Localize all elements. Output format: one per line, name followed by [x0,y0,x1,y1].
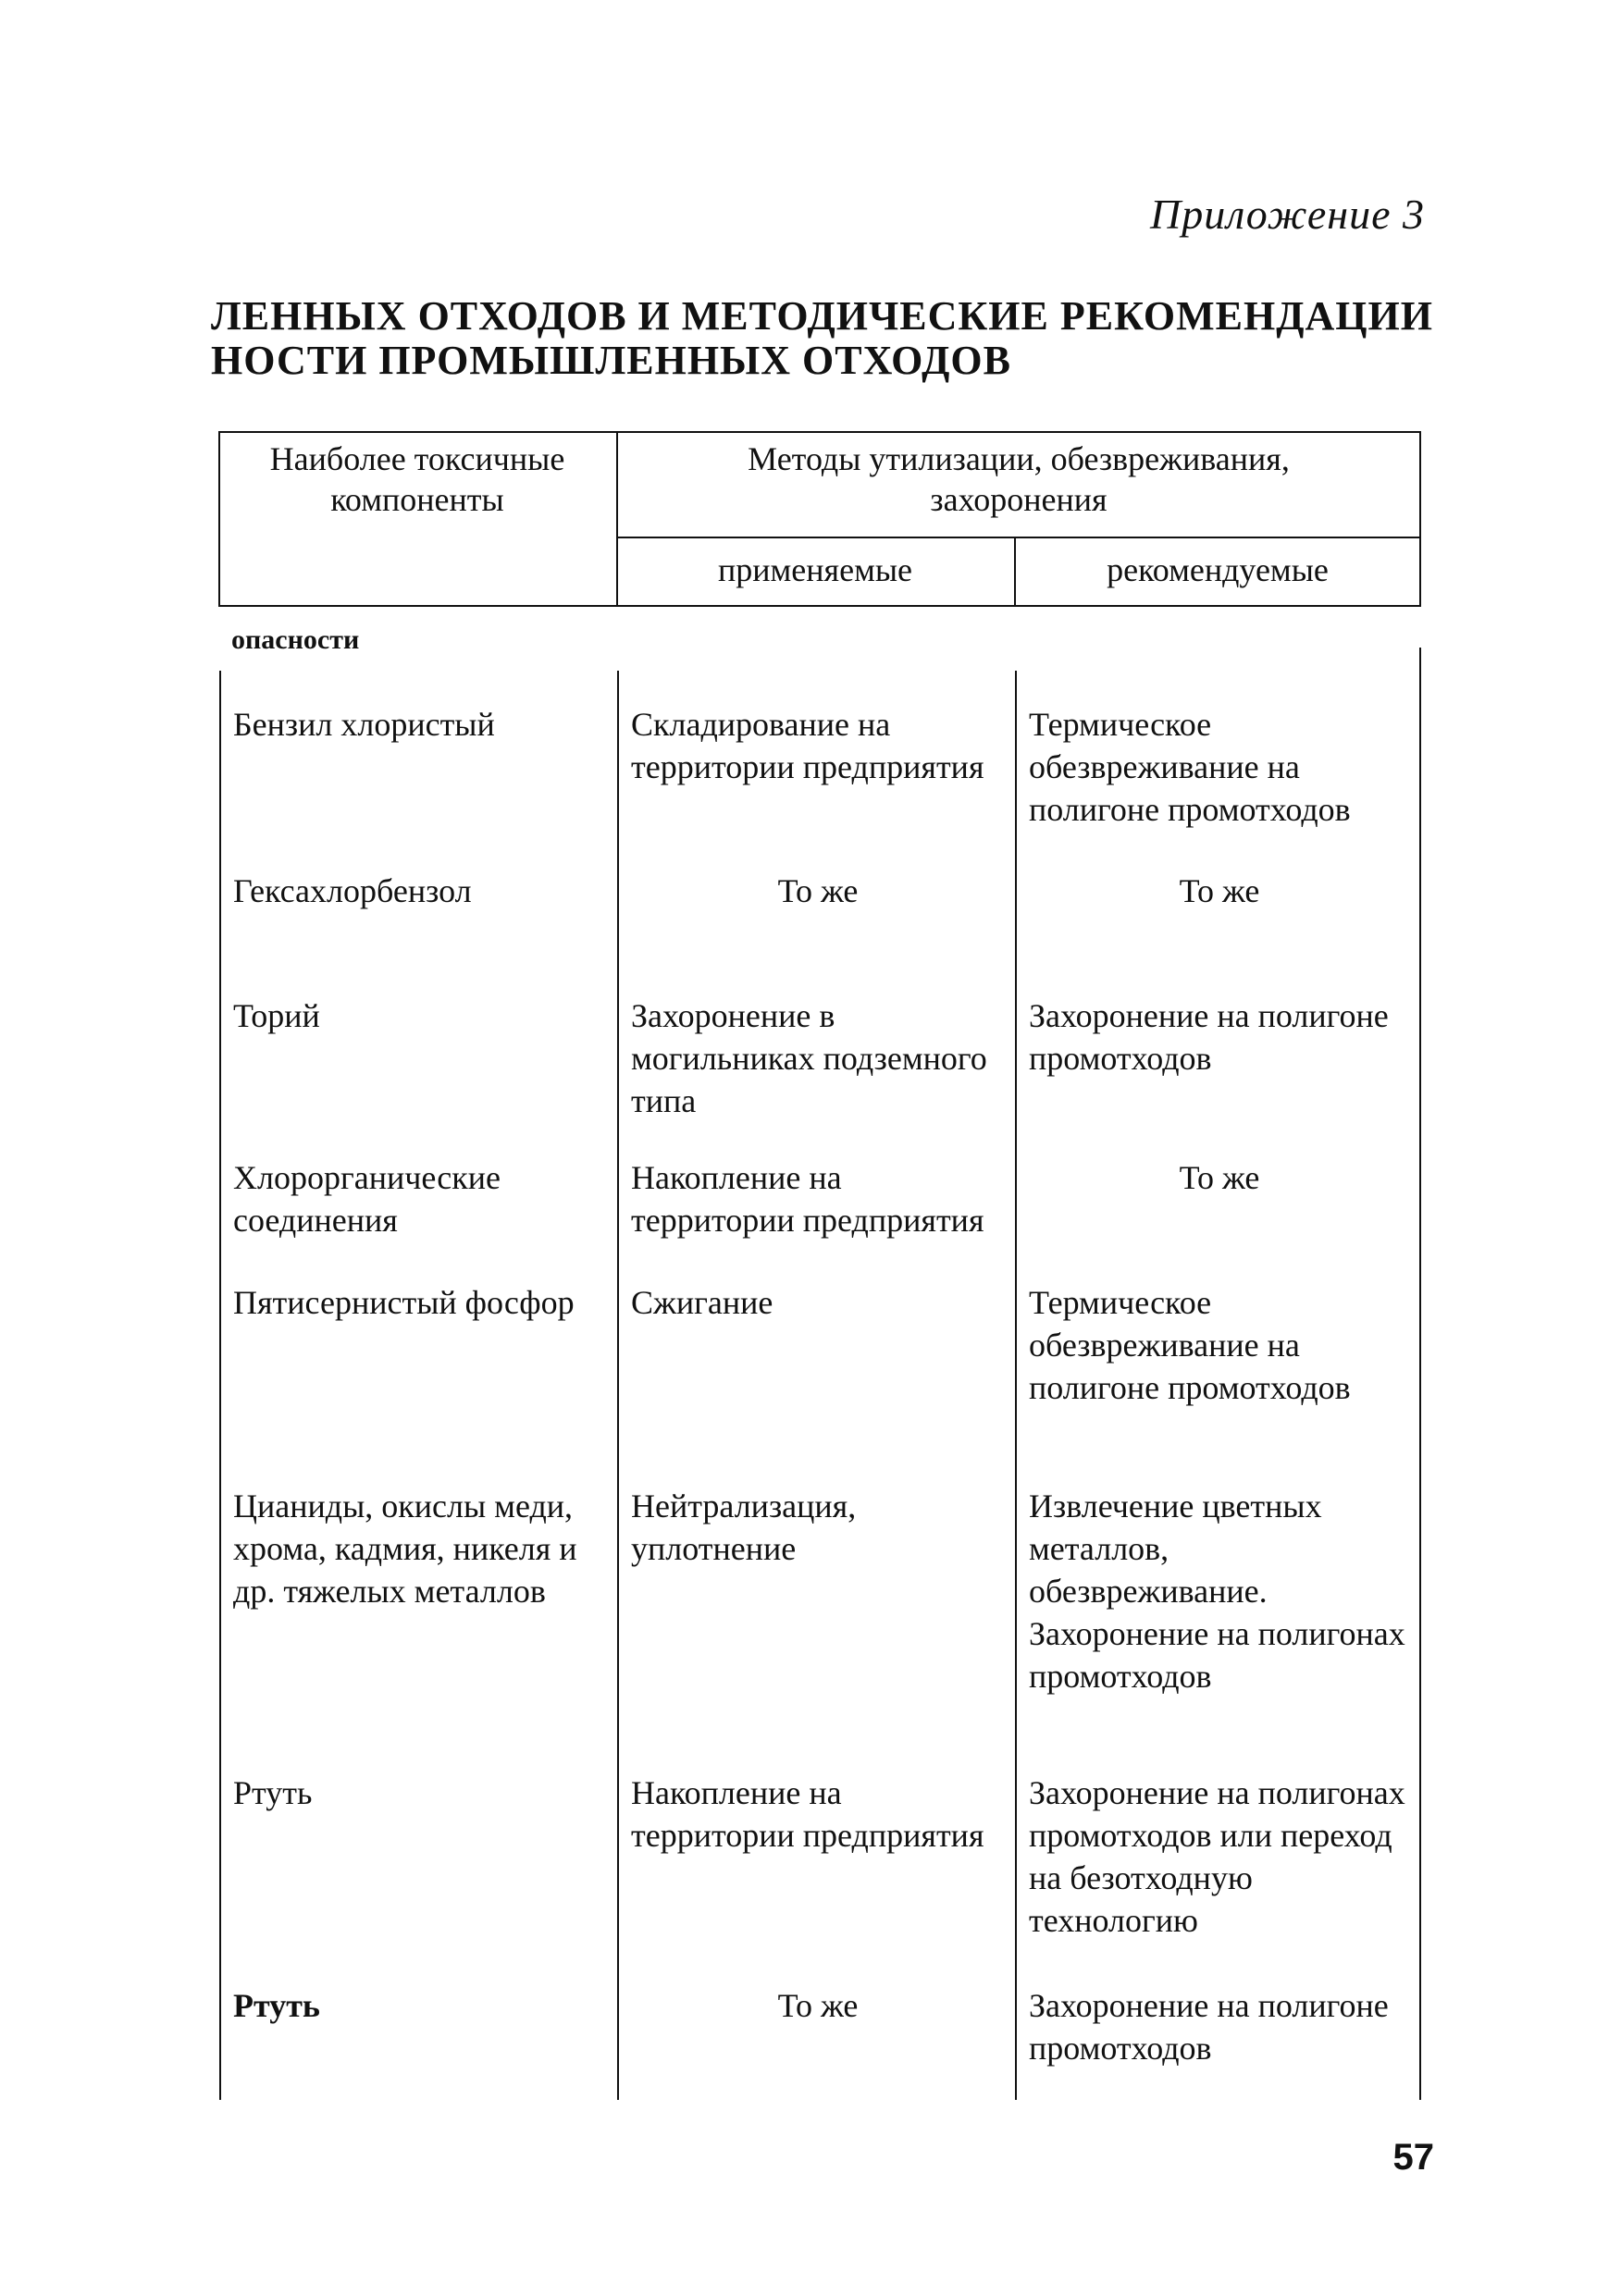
table-cell-component: Цианиды, окислы меди, хрома, кадмия, никеля и др. тяжелых металлов [233,1487,577,1610]
table-cell-component: Торий [233,997,320,1034]
table-cell-applied: Захоронение в могильниках подземного типа [631,997,987,1119]
table-cell-recommended: Захоронение на полигонах промотходов или переход на безотходную технологию [1029,1774,1405,1939]
table-cell-applied: То же [777,1987,859,2024]
table-cell-recommended: Термическое обезвреживание на полигоне промотходов [1029,1284,1351,1406]
table-cell-recommended: Захоронение на полигоне промотходов [1029,1987,1389,2067]
page-title [211,294,1432,383]
table-cell-applied: То же [777,872,859,909]
table-cell-recommended: Термическое обезвреживание на полигоне промотходов [1029,706,1351,828]
header-recommended: рекомендуемые [1107,551,1329,588]
table-cell-applied: Сжигание [631,1284,773,1321]
page-number: 57 [1392,2137,1434,2178]
table-cell-component: Пятисернистый фосфор [233,1284,575,1321]
header-components: Наиболее токсичные компоненты [269,440,565,518]
table-cell-recommended: То же [1179,872,1260,909]
table-cell-applied: Нейтрализация, уплотнение [631,1487,857,1567]
table-cell-component: Гексахлорбензол [233,872,472,909]
table-cell-applied: Накопление на территории предприятия [631,1774,984,1854]
table-cell-recommended: То же [1179,1159,1260,1196]
column-line-right [1419,648,1421,2100]
appendix-label: Приложение 3 [1149,191,1425,238]
column-line-1 [617,671,619,2100]
column-line-2 [1015,671,1017,2100]
table-cell-component: Ртуть [233,1774,313,1811]
table-header [218,431,1421,607]
column-line-left [219,671,221,2100]
table-cell-component: Ртуть [233,1987,320,2024]
header-methods: Методы утилизации, обезвреживания, захоронения [748,440,1290,518]
title-line-2: НОСТИ ПРОМЫШЛЕННЫХ ОТХОДОВ [211,338,1012,383]
table-cell-applied: Накопление на территории предприятия [631,1159,984,1239]
title-line-1: ЛЕННЫХ ОТХОДОВ И МЕТОДИЧЕСКИЕ РЕКОМЕНДАЦИИ [211,293,1433,339]
table-cell-applied: Складирование на территории предприятия [631,706,984,785]
table-cell-recommended: Извлечение цветных металлов, обезвреживание. Захоронение на полигонах промотходов [1029,1487,1405,1695]
header-applied: применяемые [717,551,913,588]
table-cell-recommended: Захоронение на полигоне промотходов [1029,997,1389,1077]
table-cell-component: Хлорорганические соединения [233,1159,501,1239]
table-cell-component: Бензил хлористый [233,706,495,743]
section-label: опасности [231,624,360,655]
